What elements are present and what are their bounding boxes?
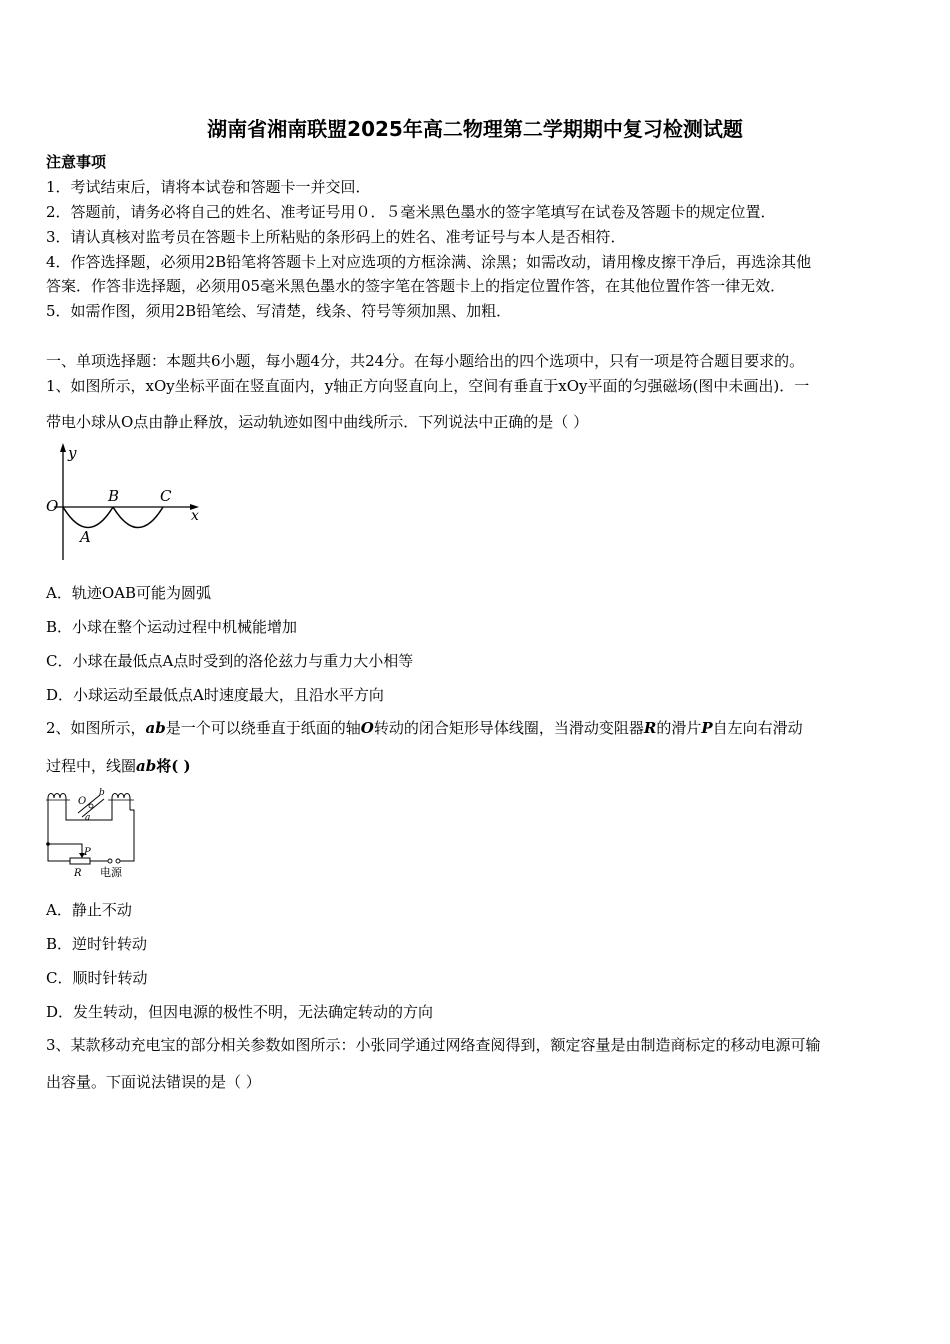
q1-option-c[interactable]: C．小球在最低点A点时受到的洛伦兹力与重力大小相等 [46, 652, 414, 670]
fig-label-x: x [191, 508, 199, 524]
fig-label-b: B [108, 487, 120, 505]
q2-text: 的滑片 [656, 719, 702, 737]
q2-circuit-figure [42, 786, 162, 881]
notice-item: 2．答题前，请务必将自己的姓名、准考证号用０．５毫米黑色墨水的签字笔填写在试卷及答题卡的规定位置． [46, 203, 776, 221]
q2-option-b[interactable]: B．逆时针转动 [46, 935, 148, 953]
notice-item: 3．请认真核对监考员在答题卡上所粘贴的条形码上的姓名、准考证号与本人是否相符． [46, 228, 626, 246]
q3-stem-line2: 出容量。下面说法错误的是（ ） [46, 1073, 261, 1091]
fig-label-power: 电源 [100, 866, 122, 879]
fig-label-r: R [74, 868, 82, 879]
q2-text: 自左向右滑动 [712, 719, 803, 737]
q2-slider-label: P [701, 719, 713, 737]
q2-text: 将( ) [156, 757, 191, 775]
section-heading: 一、单项选择题：本题共6小题，每小题4分，共24分。在每小题给出的四个选项中，只有一项是符合题目要求的。 [46, 352, 805, 370]
q1-trajectory-figure [42, 440, 212, 565]
q2-stem-line2 [46, 756, 191, 776]
fig-label-a: A [80, 528, 91, 546]
notice-item: 1．考试结束后，请将本试卷和答题卡一并交回． [46, 178, 371, 196]
q2-stem-line1 [46, 718, 803, 738]
q2-option-a[interactable]: A．静止不动 [46, 901, 132, 919]
q2-coil-label: ab [145, 719, 166, 737]
q2-axis-label: O [360, 719, 374, 737]
fig-label-p: P [84, 847, 91, 858]
q1-option-b[interactable]: B．小球在整个运动过程中机械能增加 [46, 618, 298, 636]
q1-option-d[interactable]: D．小球运动至最低点A时速度最大，且沿水平方向 [46, 686, 384, 704]
q2-text: 过程中，线圈 [46, 757, 137, 775]
page-title: 湖南省湘南联盟2025年高二物理第二学期期中复习检测试题 [207, 117, 743, 141]
q1-stem-line2: 带电小球从O点由静止释放，运动轨迹如图中曲线所示．下列说法中正确的是（ ） [46, 413, 589, 431]
fig-label-o: O [46, 497, 59, 515]
fig-label-b: b [99, 788, 105, 798]
q2-resistor-label: R [643, 719, 657, 737]
notice-item: 答案．作答非选择题，必须用05毫米黑色墨水的签字笔在答题卡上的指定位置作答，在其他位置作答一律无效． [46, 277, 786, 295]
notice-heading: 注意事项 [46, 153, 107, 171]
notice-item: 5．如需作图，须用2B铅笔绘、写清楚，线条、符号等须加黑、加粗． [46, 302, 512, 320]
q1-option-a[interactable]: A．轨迹OAB可能为圆弧 [46, 584, 211, 602]
fig-label-c: C [160, 487, 172, 505]
q2-coil-label: ab [136, 757, 157, 775]
q2-option-d[interactable]: D．发生转动，但因电源的极性不明，无法确定转动的方向 [46, 1003, 434, 1021]
q2-text: 2、如图所示， [46, 719, 146, 737]
fig-label-a: a [85, 813, 91, 823]
fig-label-y: y [68, 444, 77, 462]
q2-text: 转动的闭合矩形导体线圈，当滑动变阻器 [373, 719, 644, 737]
q3-stem-line1: 3、某款移动充电宝的部分相关参数如图所示：小张同学通过网络查阅得到，额定容量是由制造商标定的移动电源可输 [46, 1036, 821, 1054]
fig-label-o: O [78, 796, 87, 807]
q2-option-c[interactable]: C．顺时针转动 [46, 969, 148, 987]
q1-stem-line1: 1、如图所示，xOy坐标平面在竖直面内，y轴正方向竖直向上，空间有垂直于xOy平面的匀强磁场(图中未画出)．一 [46, 377, 810, 395]
q2-text: 是一个可以绕垂直于纸面的轴 [165, 719, 361, 737]
notice-item: 4．作答选择题，必须用2B铅笔将答题卡上对应选项的方框涂满、涂黑；如需改动，请用橡皮擦干净后，再选涂其他 [46, 253, 812, 271]
